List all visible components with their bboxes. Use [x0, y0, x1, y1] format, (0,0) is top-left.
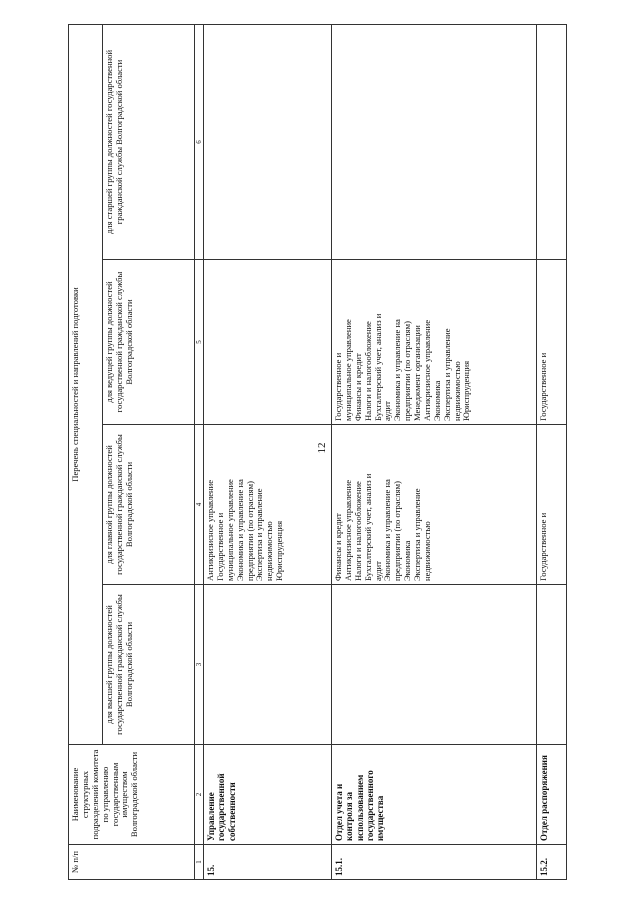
header-col4: для главной группы должностей государственной гражданской службы Волгоградской области: [103, 425, 195, 585]
row-col5: [204, 260, 332, 425]
row-col5: Государственное и муниципальное управление Финансы и кредит Налоги и налогообложение Бухгалтерский учет, анализ и аудит Экономика и управление на предприятии (по отраслям) Менеджмент организации Антикризисное управление Экономика Экспертиза и управление недвижимостью Юриспруденция: [332, 260, 537, 425]
row-col6: [537, 24, 567, 259]
column-number: 2: [195, 745, 204, 845]
row-col6: [204, 24, 332, 259]
row-name: Отдел распоряжения: [537, 745, 567, 845]
header-col3: для высшей группы должностей государственной гражданской службы Волгоградской области: [103, 585, 195, 745]
row-num: 15.1.: [332, 845, 537, 880]
column-number: 4: [195, 425, 204, 585]
specialties-table: [68, 24, 567, 880]
table-row: [537, 24, 567, 879]
table-row: [332, 24, 537, 879]
column-number: 3: [195, 585, 204, 745]
row-col5: Государственное и: [537, 260, 567, 425]
header-name: Наименование структурных подразделений комитета по управлению государственным имуществом Волгоградской области: [69, 745, 195, 845]
row-num: 15.: [204, 845, 332, 880]
row-col6: [332, 24, 537, 259]
column-number: 5: [195, 260, 204, 425]
table-row: [204, 24, 332, 879]
row-col3: [204, 585, 332, 745]
rotated-page: [68, 25, 573, 880]
row-num: 15.2.: [537, 845, 567, 880]
row-col4: Антикризисное управление Государственное и муниципальное управление Экономика и управление на предприятии (по отраслям) Экспертиза и управление недвижимостью Юриспруденция: [204, 425, 332, 585]
header-col6: для старшей группы должностей государственной гражданской службы Волгоградской области: [103, 24, 195, 259]
header-col5: для ведущей группы должностей государственной гражданской службы Волгоградской области: [103, 260, 195, 425]
column-number: 6: [195, 24, 204, 259]
header-num: № п/п: [69, 845, 195, 880]
row-col3: [537, 585, 567, 745]
column-number: 1: [195, 845, 204, 880]
row-col4: Финансы и кредит Антикризисное управление Налоги и налогообложение Бухгалтерский учет, анализ и аудит Экономика и управление на предприятии (по отраслям) Экономика Экспертиза и управление недвижимостью: [332, 425, 537, 585]
header-span: Перечень специальностей и направлений подготовки: [69, 24, 103, 744]
row-col3: [332, 585, 537, 745]
row-name: Отдел учета и контроля за использованием государственного имущества: [332, 745, 537, 845]
row-col4: Государственное и: [537, 425, 567, 585]
row-name: Управление государственной собственности: [204, 745, 332, 845]
